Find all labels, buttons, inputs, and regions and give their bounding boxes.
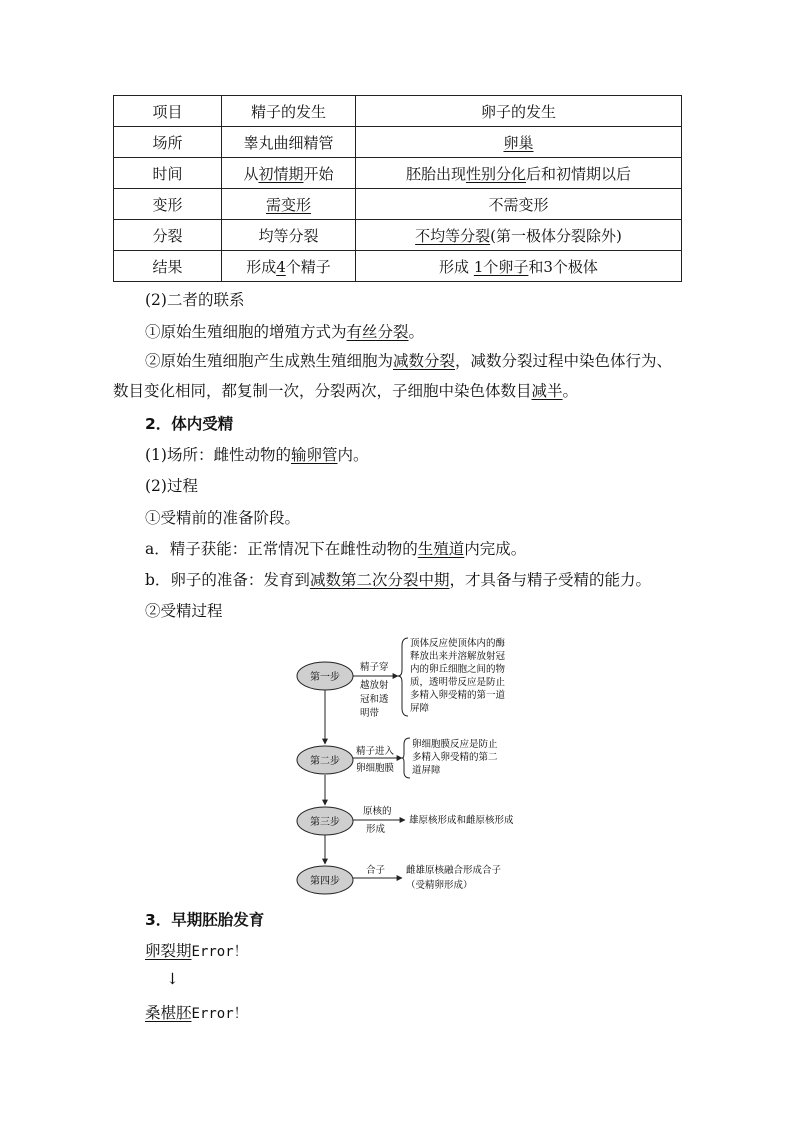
row-label: 分裂 bbox=[114, 220, 222, 251]
fertilization-process-heading: ②受精过程 bbox=[145, 602, 223, 620]
step-4-description: 雌雄原核融合形成合子 bbox=[406, 865, 502, 876]
table-header-row bbox=[114, 96, 682, 127]
table-row bbox=[114, 189, 682, 220]
cell-text: (第一极体分裂除外) bbox=[490, 226, 622, 245]
brace bbox=[398, 638, 408, 716]
text: ，减数分裂过程中染色体行为、数目变化相同，都复制一次，分裂两次，子细胞中染色体数目 bbox=[113, 352, 673, 400]
section-heading-fertilization: 2．体内受精 bbox=[145, 415, 234, 433]
step-4-label: 第四步 bbox=[310, 876, 340, 887]
underlined-answer: 需变形 bbox=[265, 195, 311, 214]
table-cell: 不需变形 bbox=[356, 189, 682, 220]
table-header-cell: 精子的发生 bbox=[222, 96, 356, 127]
table-row bbox=[114, 158, 682, 189]
cell-text: 后和初情期以后 bbox=[526, 164, 632, 183]
underlined-answer: 桑椹胚 bbox=[145, 1004, 192, 1022]
stage-morula bbox=[145, 1001, 248, 1023]
underlined-answer: 性别分化 bbox=[465, 164, 526, 183]
table-cell bbox=[356, 251, 682, 282]
process-heading: (2)过程 bbox=[145, 477, 198, 495]
step-2-description: 多精入卵受精的第二 bbox=[412, 752, 498, 763]
table-header-cell: 项目 bbox=[114, 96, 222, 127]
row-label: 时间 bbox=[114, 158, 222, 189]
step-3-action: 形成 bbox=[366, 824, 386, 835]
step-3-action: 原核的 bbox=[363, 806, 392, 817]
step-1-action: 精子穿 bbox=[360, 662, 389, 673]
error-text: Error！ bbox=[191, 1006, 248, 1022]
underlined-answer: 生殖道 bbox=[417, 540, 465, 558]
text: (1)场所：雌性动物的 bbox=[145, 446, 291, 464]
cell-text: 开始 bbox=[303, 164, 334, 183]
step-1-action: 明带 bbox=[360, 708, 380, 719]
step-2-action: 精子进入 bbox=[356, 746, 395, 757]
table-row bbox=[114, 220, 682, 251]
table-cell bbox=[356, 158, 682, 189]
step-1-label: 第一步 bbox=[310, 672, 340, 683]
underlined-answer: 输卵管 bbox=[290, 446, 338, 464]
underlined-answer: 有丝分裂 bbox=[346, 323, 409, 341]
step-4-description: （受精卵形成） bbox=[406, 880, 473, 891]
text: 。 bbox=[408, 323, 425, 341]
step-1-description: 多精入卵受精的第一道 bbox=[410, 690, 506, 701]
text: ①原始生殖细胞的增殖方式为 bbox=[145, 323, 347, 341]
row-label: 场所 bbox=[114, 127, 222, 158]
brace bbox=[402, 738, 410, 778]
cell-text: 和3个极体 bbox=[528, 257, 598, 276]
step-1-description: 内的卵丘细胞之间的物 bbox=[410, 664, 506, 675]
table-cell: 睾丸曲细精管 bbox=[222, 127, 356, 158]
step-2-label: 第二步 bbox=[310, 756, 340, 767]
down-arrow-icon: ↓ bbox=[166, 970, 179, 988]
underlined-answer: 减半 bbox=[531, 382, 563, 400]
error-text: Error！ bbox=[191, 944, 248, 960]
step-3-description: 雄原核形成和雌原核形成 bbox=[409, 815, 514, 826]
table-header-cell: 卵子的发生 bbox=[356, 96, 682, 127]
table-cell bbox=[222, 158, 356, 189]
step-2-description: 卵细胞膜反应是防止 bbox=[412, 739, 498, 750]
cell-text: 胚胎出现 bbox=[405, 164, 466, 183]
cell-text: 个精子 bbox=[285, 257, 331, 276]
underlined-answer: 1个卵子 bbox=[473, 257, 529, 276]
text: a．精子获能：正常情况下在雌性动物的 bbox=[145, 540, 418, 558]
row-label: 变形 bbox=[114, 189, 222, 220]
table-row bbox=[114, 127, 682, 158]
fertilization-place bbox=[145, 443, 369, 465]
cell-text: 形成 bbox=[246, 257, 277, 276]
relation-heading: (2)二者的联系 bbox=[145, 291, 245, 309]
text: 内。 bbox=[337, 446, 369, 464]
table-cell: 均等分裂 bbox=[222, 220, 356, 251]
relation-paragraph-1 bbox=[145, 320, 424, 342]
step-1-action: 越放射 bbox=[360, 680, 389, 691]
cell-text: 从 bbox=[243, 164, 259, 183]
underlined-answer: 减数分裂 bbox=[393, 352, 456, 370]
text: ②原始生殖细胞产生成熟生殖细胞为 bbox=[145, 352, 394, 370]
underlined-answer: 卵裂期 bbox=[145, 942, 192, 960]
relation-paragraph-2 bbox=[113, 346, 681, 406]
table-cell bbox=[356, 127, 682, 158]
section-heading-early-embryo: 3．早期胚胎发育 bbox=[145, 911, 265, 929]
underlined-answer: 初情期 bbox=[258, 164, 304, 183]
text: 。 bbox=[562, 382, 579, 400]
step-1-description: 屏障 bbox=[410, 703, 430, 714]
table-row bbox=[114, 251, 682, 282]
step-1-action: 冠和透 bbox=[360, 694, 389, 705]
underlined-answer: 4 bbox=[276, 257, 286, 276]
fertilization-flow-diagram bbox=[290, 632, 550, 902]
step-1-description: 释放出来并溶解放射冠 bbox=[410, 651, 506, 662]
text: ，才具备与精子受精的能力。 bbox=[449, 571, 651, 589]
underlined-answer: 减数第二次分裂中期 bbox=[309, 571, 450, 589]
comparison-table bbox=[113, 95, 682, 282]
cell-text: 形成 bbox=[439, 257, 470, 276]
step-1-description: 质，透明带反应是防止 bbox=[410, 677, 506, 688]
step-2-action: 卵细胞膜 bbox=[356, 763, 395, 774]
table-cell bbox=[222, 189, 356, 220]
step-4-action: 合子 bbox=[366, 865, 386, 876]
table-cell bbox=[222, 251, 356, 282]
text: 内完成。 bbox=[464, 540, 527, 558]
step-3-label: 第三步 bbox=[310, 817, 340, 828]
step-1-description: 顶体反应使顶体内的酶 bbox=[410, 638, 506, 649]
egg-preparation bbox=[145, 568, 651, 590]
preparation-stage: ①受精前的准备阶段。 bbox=[145, 509, 301, 527]
stage-cleavage bbox=[145, 939, 248, 961]
row-label: 结果 bbox=[114, 251, 222, 282]
step-2-description: 道屏障 bbox=[412, 765, 441, 776]
underlined-answer: 不均等分裂 bbox=[415, 226, 491, 245]
underlined-answer: 卵巢 bbox=[503, 133, 534, 152]
sperm-capacitation bbox=[145, 537, 526, 559]
text: b．卵子的准备：发育到 bbox=[145, 571, 310, 589]
table-cell bbox=[356, 220, 682, 251]
